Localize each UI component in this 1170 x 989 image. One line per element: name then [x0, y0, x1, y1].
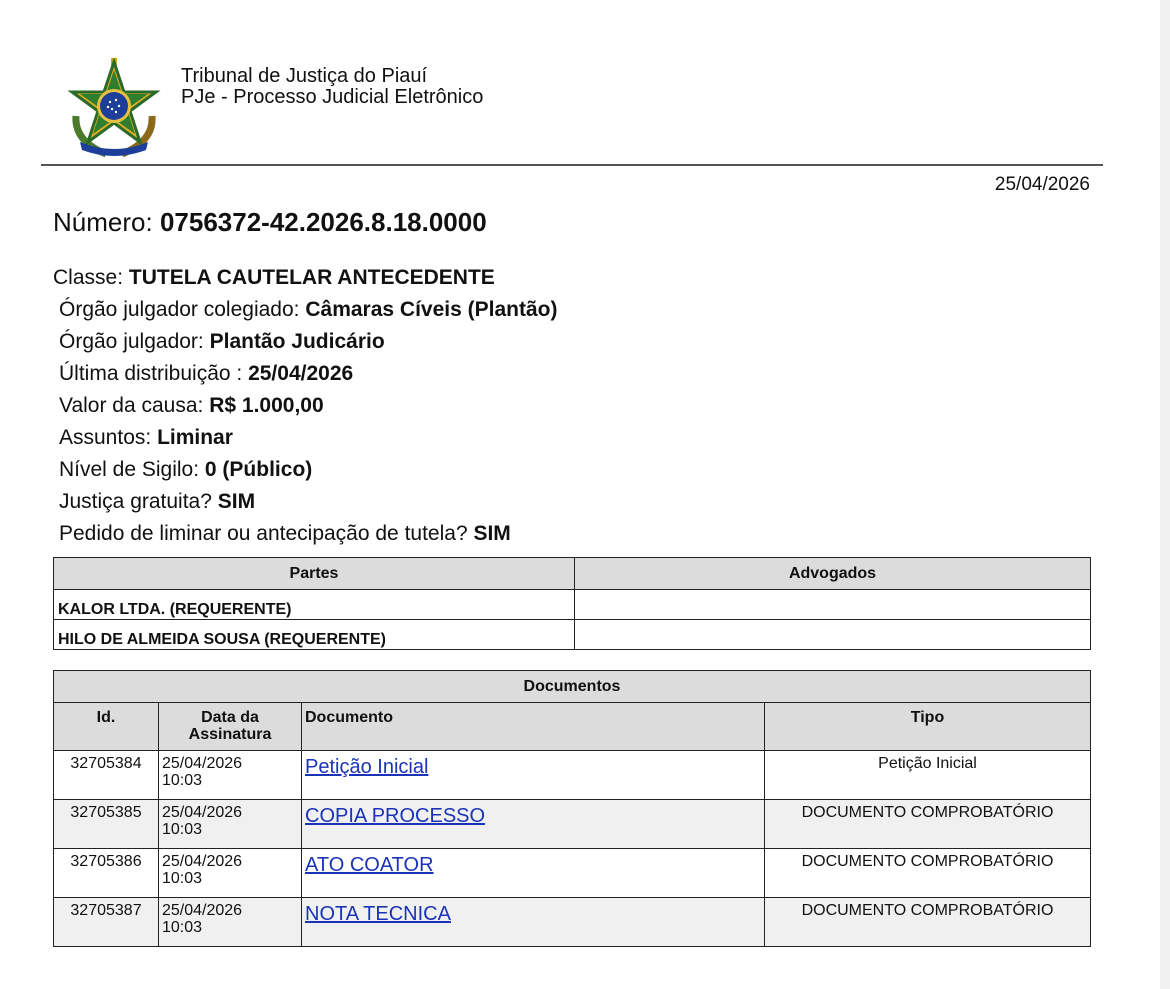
- info-value: Plantão Judicário: [209, 330, 385, 353]
- info-label: Justiça gratuita?: [59, 490, 212, 513]
- doc-time: 10:03: [162, 772, 203, 789]
- doc-date: 25/04/2026: [162, 804, 243, 821]
- doc-time: 10:03: [162, 870, 203, 887]
- info-value: 0 (Público): [204, 458, 313, 481]
- info-label: Última distribuição :: [59, 362, 243, 385]
- table-row: [54, 751, 1091, 800]
- info-value: 25/04/2026: [248, 362, 354, 385]
- info-label: Órgão julgador colegiado:: [59, 298, 300, 321]
- info-classe: [53, 265, 557, 297]
- info-label: Assuntos:: [59, 426, 152, 449]
- documentos-header-row: [54, 703, 1091, 751]
- id-header: Id.: [54, 703, 159, 751]
- doc-tipo-cell: DOCUMENTO COMPROBATÓRIO: [765, 898, 1091, 947]
- info-valor-causa: [53, 393, 557, 425]
- info-value: R$ 1.000,00: [209, 394, 324, 417]
- info-label: Órgão julgador:: [59, 330, 204, 353]
- doc-id-cell: 32705386: [54, 849, 159, 898]
- doc-date: 25/04/2026: [162, 902, 243, 919]
- page-edge: [1160, 0, 1170, 989]
- table-row: [54, 898, 1091, 947]
- doc-id-cell: 32705387: [54, 898, 159, 947]
- doc-time: 10:03: [162, 919, 203, 936]
- info-value: TUTELA CAUTELAR ANTECEDENTE: [128, 266, 495, 289]
- document-link[interactable]: NOTA TECNICA: [305, 903, 451, 925]
- doc-id-cell: 32705384: [54, 751, 159, 800]
- info-pedido-liminar: [53, 521, 557, 553]
- doc-time: 10:03: [162, 821, 203, 838]
- doc-id-cell: 32705385: [54, 800, 159, 849]
- partes-header: Partes: [54, 558, 575, 590]
- info-label: Valor da causa:: [59, 394, 204, 417]
- header: [42, 50, 1102, 162]
- info-label: Pedido de liminar ou antecipação de tutela?: [59, 522, 468, 545]
- documentos-table: [53, 670, 1091, 947]
- info-assuntos: [53, 425, 557, 457]
- process-number: [53, 207, 487, 238]
- organization-name: [181, 66, 483, 108]
- info-nivel-sigilo: [53, 457, 557, 489]
- info-orgao-julgador: [53, 329, 557, 361]
- documento-header: Documento: [302, 703, 765, 751]
- document-date: 25/04/2026: [994, 174, 1090, 195]
- org-line2: PJe - Processo Judicial Eletrônico: [181, 86, 484, 108]
- data-assinatura-header: Data da Assinatura: [159, 703, 302, 751]
- doc-date: 25/04/2026: [162, 755, 243, 772]
- process-info: [53, 265, 557, 553]
- advogado-cell: [575, 620, 1091, 650]
- brazil-coat-of-arms-icon: [66, 56, 162, 162]
- partes-table: [53, 557, 1091, 650]
- doc-tipo-cell: DOCUMENTO COMPROBATÓRIO: [765, 849, 1091, 898]
- document-link[interactable]: COPIA PROCESSO: [305, 805, 486, 827]
- header-divider: [41, 164, 1103, 166]
- parte-cell: HILO DE ALMEIDA SOUSA (REQUERENTE): [54, 620, 575, 650]
- advogados-header: Advogados: [575, 558, 1091, 590]
- doc-date-cell: [159, 751, 302, 800]
- info-value: Liminar: [157, 426, 233, 449]
- doc-link-cell: [302, 751, 765, 800]
- doc-link-cell: [302, 898, 765, 947]
- info-orgao-colegiado: [53, 297, 557, 329]
- table-row: [54, 620, 1091, 650]
- table-row: [54, 590, 1091, 620]
- info-justica-gratuita: [53, 489, 557, 521]
- documentos-caption-row: [54, 671, 1091, 703]
- doc-date: 25/04/2026: [162, 853, 243, 870]
- process-number-label: Número:: [53, 207, 153, 237]
- org-line1: Tribunal de Justiça do Piauí: [181, 65, 428, 87]
- info-label: Nível de Sigilo:: [59, 458, 200, 481]
- document-link[interactable]: ATO COATOR: [305, 854, 434, 876]
- table-row: [54, 849, 1091, 898]
- doc-tipo-cell: Petição Inicial: [765, 751, 1091, 800]
- advogado-cell: [575, 590, 1091, 620]
- doc-date-cell: [159, 849, 302, 898]
- doc-date-cell: [159, 898, 302, 947]
- info-value: SIM: [473, 522, 511, 545]
- info-value: Câmaras Cíveis (Plantão): [305, 298, 558, 321]
- info-ultima-distribuicao: [53, 361, 557, 393]
- document-link[interactable]: Petição Inicial: [305, 756, 429, 778]
- doc-tipo-cell: DOCUMENTO COMPROBATÓRIO: [765, 800, 1091, 849]
- doc-link-cell: [302, 800, 765, 849]
- table-row: [54, 800, 1091, 849]
- process-number-value: 0756372-42.2026.8.18.0000: [159, 207, 487, 237]
- tipo-header: Tipo: [765, 703, 1091, 751]
- documentos-caption: Documentos: [54, 671, 1091, 703]
- parte-cell: KALOR LTDA. (REQUERENTE): [54, 590, 575, 620]
- partes-header-row: [54, 558, 1091, 590]
- doc-link-cell: [302, 849, 765, 898]
- info-label: Classe:: [53, 266, 124, 289]
- doc-date-cell: [159, 800, 302, 849]
- info-value: SIM: [217, 490, 256, 513]
